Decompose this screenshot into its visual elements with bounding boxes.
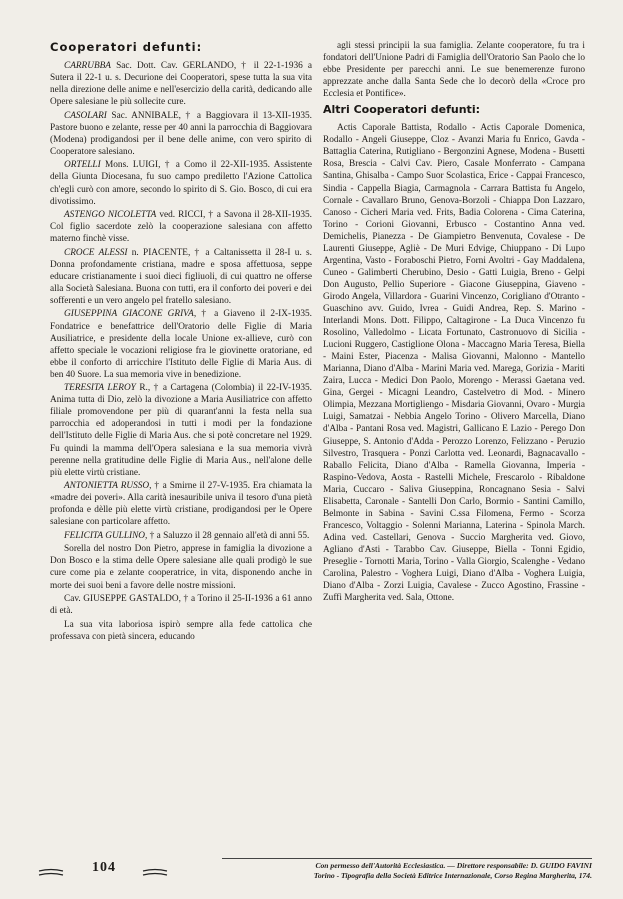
obituary-name: CASOLARI: [64, 110, 107, 121]
obituary-entry: [50, 543, 312, 591]
obituary-text: R., † a Cartagena (Colombia) il 22-IV-1935. Anima tutta di Dio, zelò la divozione a Maria Ausiliatrice con affetto filiale promovendone per più di quarant'anni la festa nella sua parrocchia ed adoperandosi in tutti i modi per la fondazione dell'Istituto delle Figlie di Maria Aus. che si potè concretare nel 1929. Fu quindi la mamma dell'Opera salesiana e la sua memoria vivrà perenne nella gratitudine delle Figlie di Maria Aus., nell'alone delle più elette virtù cristiane.: [50, 383, 313, 478]
obituary-text: Sac. ANNIBALE, † a Baggiovara il 13-XII-1935. Pastore buono e zelante, resse per 40 anni la parrocchia di Baggiovara (Modena) prodigandosi per il bene delle anime, con vero spirito di Cooperatore salesiano.: [50, 110, 312, 157]
obituary-entry: [50, 382, 312, 478]
page-footer: [30, 856, 590, 896]
obituary-entry: [50, 247, 312, 307]
ornament-left-icon: [38, 868, 64, 878]
obituary-name: CROCE ALESSI: [64, 247, 128, 258]
obituary-entry: [50, 110, 312, 158]
page-number: 104: [92, 860, 116, 875]
ornament-right-icon: [142, 868, 168, 878]
imprint-line-2: Torino - Tipografia della Società Editrice Internazionale, Corso Regina Margherita, 174.: [313, 871, 592, 880]
obituary-entry: [50, 308, 312, 380]
obituary-text: n. PIACENTE, † a Caltanissetta il 28-I u. s. Donna profondamente cristiana, madre e sposa affettuosa, seppe educare cristianamente i suoi dieci figliuoli, di cui quattro ne offerse alla Società Salesiana. Buona con tutti, era il conforto dei poveri e dei sofferenti e un vero angelo pel fratello salesiano.: [50, 247, 312, 306]
obituary-name: GIUSEPPINA GIACONE GRIVA: [64, 309, 194, 320]
obituary-name: ASTENGO NICOLETTA: [64, 210, 157, 221]
obituary-text: Sorella del nostro Don Pietro, apprese in famiglia la divozione a Don Bosco e la stima delle Opere salesiane alle quali prodigò le sue cure come pia e zelante cooperatrice, in vita, disponendo anche in morte dei suoi beni a favore delle nostre missioni.: [50, 544, 312, 591]
obituary-entry: [50, 209, 312, 245]
obituary-entry: [50, 159, 312, 207]
obituary-name: TERESITA LEROY: [64, 383, 136, 394]
obituary-entry: [50, 60, 312, 108]
obituary-entry: [50, 530, 312, 542]
imprint-line-1: Con permesso dell'Autorità Ecclesiastica. — Direttore responsabile: D. GUIDO FAVINI: [315, 861, 592, 870]
obituary-entry: [50, 619, 312, 643]
obituary-list: [50, 60, 312, 643]
obituary-text: Sac. Dott. Cav. GERLANDO, † il 22-1-1936 a Sutera il 22-1 u. s. Decurione dei Cooperatori, spese tutta la sua vita nella direzione delle anime e nell'esercizio della carità, dedicando alle Opere salesiane le più sollecite cure.: [50, 61, 312, 108]
obituary-text: Mons. LUIGI, † a Como il 22-XII-1935. Assistente della Giunta Diocesana, fu suo campo prediletto l'Azione Cattolica ch'egli curò con amore, secondo lo spirito di S. Gio. Bosco, di cui era divotissimo.: [50, 160, 312, 207]
obituary-text: , † a Smirne il 27-V-1935. Era chiamata la «madre dei poveri». Alla carità inesauribile univa il tesoro d'una pietà profonda e dèlle più elette virtù cristiane, prodigandosi per le Opere salesiane con particolare affetto.: [50, 481, 312, 528]
obituary-text: Cav. GIUSEPPE GASTALDO, † a Torino il 25-II-1936 a 61 anno di età.: [50, 594, 312, 617]
other-cooperators-list: Actis Caporale Battista, Rodallo - Actis Caporale Domenica, Rodallo - Angeli Giuseppe, Cloz - Avanzi Maria fu Enrico, Gavda - Battaglia Caterina, Rutigliano - Bergonzini Agnese, Modena - Busetti Rosa, Brescia - Calvi Cav. Piero, Casale Monferrato - Campana Santina, Ghisalba - Campo Suor Scolastica, Erice - Cappai Francesco, Sindia - Cappella Biagia, Carmagnola - Carrara Battista fu Angelo, Cornale - Cavallaro Bruno, Genova-Borzoli - Chiappa Don Lazzaro, Canoso - Cicheri Maria ved. Frits, Badia Colorena - Cima Caterina, Torino - Corioni Giovanni, Erbusco - Costantino Anna ved. Demichelis, Pianezza - De Giampietro Benvenuta, Covalese - De Laurenti Giuseppe, Agliè - De Muri Edvige, Chiuppano - Di Lupo Argentina, Vasto - Foraboschi Pietro, Forni Avoltri - Gay Maddalena, Cuneo - Galimberti Cherubino, Desio - Gatti Luigia, Breno - Gelpi Don Augusto, Pellio Superiore - Giacone Giuseppina, Giaveno - Girodo Angela, Villardora - Guarini Vincenzo, Corigliano d'Otranto - Guaschino avv. Guido, Ivrea - Guidi Andrea, Rep. S. Marino - Interlandi Mons. Dott. Filippo, Caltagirone - La Duca Vincenzo fu Rosolino, Valledolmo - Licata Fortunato, Castronuovo di Sicilia - Lucioni Ruggero, Castiglione Olona - Maccagno Maria Teresa, Biella - Maini Ester, Piacenza - Malisa Giovanni, Malonno - Mantello Marianna, Diano d'Alba - Marini Maria ved. Marega, Gorizia - Mariti Zaira, Lucca - Medici Don Paolo, Morengo - Merassi Gaetana ved. Gina, Gergei - Micagni Leandro, Castelvetro di Mod. - Minero Olimpia, Mezzana Mortigliengo - Misdaria Giovanni, Ovaro - Murgia Luigi, Samatzai - Nebbia Angelo Torino - Olivero Marcella, Diano d'Alba - Pantani Rosa ved. Magistri, Gallicano E Lazio - Perego Don Giuseppe, S. Antonio d'Adda - Perozzo Lorenzo, Felizzano - Peruzio Silvestro, Trasquera - Ponzi Carlotta ved. Leonardi, Bagnacavallo - Raballo Felicita, Diano d'Alba - Ramella Giovanna, Imperia - Raspino-Vedova, Aosta - Rastelli Michele, Frescarolo - Ribaldone Maria, Cuccaro - Saliva Giuseppina, Roncagnano Sesia - Salvi Elisabetta, Caronale - Santelli Don Carlo, Bormio - Santini Camillo, Belmonte in Sabina - Savini C.ssa Filomena, Fermo - Scorza Francesco, Voltaggio - Solenni Marianna, Laterina - Spinola March. Adina ved. Castellari, Genova - Succio Margherita ved. Giovo, Agliano d'Asti - Tarabbo Cav. Giuseppe, Biella - Tonni Egidio, Preseglie - Tornotti Maria, Torino - Valla Giorgio, Scalenghe - Vedano Carolina, Palestro - Voghera Luigi, Diano d'Alba - Voghera Luigia, Diano d'Alba - Zorzi Luigia, Cavalese - Zucco Agostino, Frassine - Zuffi Margherita ved. Sala, Ottone.: [323, 123, 585, 604]
continued-obituary-paragraph: agli stessi principii la sua famiglia. Zelante cooperatore, fu tra i fondatori dell'Unione Padri di Famiglia dell'Oratorio San Paolo che lo ebbe Presidente per parecchi anni. Le sue benemerenze furono apprezzate anche dalla Santa Sede che lo decorò della «Croce pro Ecclesia et Pontifice».: [323, 41, 585, 100]
left-column: [50, 38, 312, 644]
obituary-name: CARRUBBA: [64, 61, 111, 72]
right-column: [323, 40, 585, 606]
obituary-text: La sua vita laboriosa ispirò sempre alla fede cattolica che professava con pietà sincera, educando: [50, 619, 312, 642]
section-heading-altri-cooperatori: Altri Cooperatori defunti:: [323, 103, 480, 117]
obituary-name: ANTONIETTA RUSSO: [64, 481, 150, 492]
imprint: [222, 858, 592, 881]
obituary-text: , † a Saluzzo il 28 gennaio all'età di anni 55.: [145, 530, 310, 541]
obituary-text: ved. RICCI, † a Savona il 28-XII-1935. Col figlio sacerdote zelò la cooperazione salesiana con affetto materno finchè visse.: [50, 210, 312, 245]
obituary-entry: [50, 480, 312, 528]
obituary-name: FELICITA GULLINO: [64, 530, 146, 541]
obituary-entry: [50, 593, 312, 617]
obituary-name: ORTELLI: [64, 160, 101, 171]
section-heading-cooperatori-defunti: Cooperatori defunti:: [50, 40, 203, 54]
obituary-text: , † a Giaveno il 2-IX-1935. Fondatrice e benefattrice dell'Oratorio delle Figlie di Maria Ausiliatrice, e presidente della locale Unione ex-allieve, curò con affetto speciale le vocazioni religiose fra le giovinette oratoriane, ed ebbe il conforto di arricchire l'Istituto delle Figlie di Maria Aus. di ben 40 Suore. La sua memoria vive in benedizione.: [50, 309, 312, 380]
